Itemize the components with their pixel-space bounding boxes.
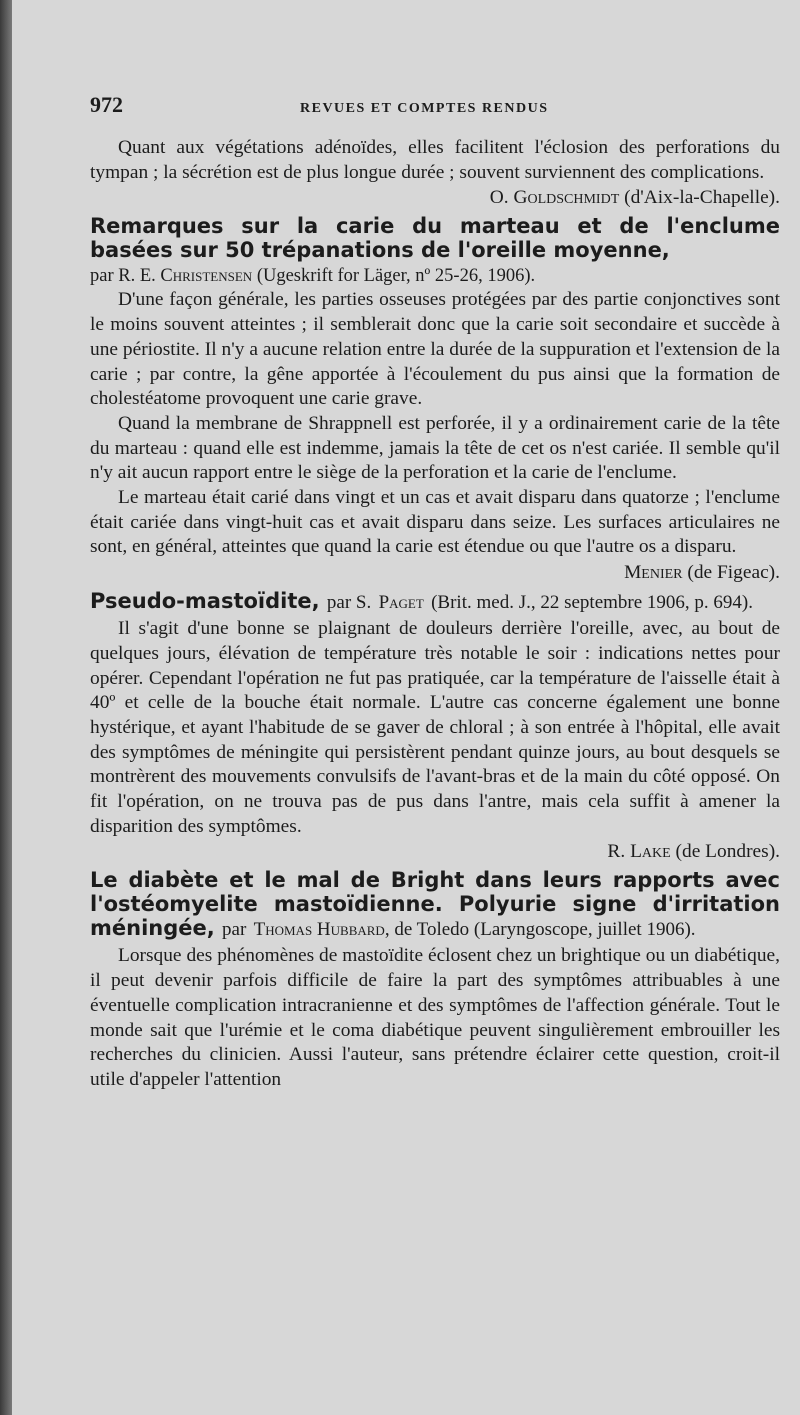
article-source: (Brit. med. J., 22 septembre 1906, p. 694). (431, 592, 754, 614)
page-gutter-shadow (0, 0, 12, 1415)
byline-par: par S. (326, 592, 372, 614)
article-byline (90, 264, 780, 288)
article-title (90, 589, 780, 615)
article-paragraph: Quand la membrane de Shrappnell est perforée, il y a ordinairement carie de la tête du marteau : quand elle est indemme, jamais la tête de cet os n'est cariée. Il semble qu'il n'y ait aucun rapport entre le siège de la perforation et la carie de l'enclume. (90, 412, 780, 484)
article-paragraph: Il s'agit d'une bonne se plaignant de douleurs derrière l'oreille, avec, au bout de quelques jours, élévation de température très notable le soir : indications nettes pour opérer. Cependant l'opération ne fut pas pratiquée, car la température de l'aisselle était à 40º et celle de la bouche était normale. L'autre cas concerne également une bonne hystérique, et ayant l'habitude de se gaver de chloral ; à son entrée à l'hôpital, elle avait des symptômes de méningite qui persistèrent pendant quinze jours, au bout desquels se montrèrent des mouvements convulsifs de l'avant-bras et de la main du côté opposé. On fit l'opération, on ne trouva pas de pus dans l'antre, mais cela suffit à amener la disparition des symptômes. (90, 618, 780, 837)
intro-section (90, 136, 780, 210)
signature-place: (de Figeac). (687, 562, 780, 584)
intro-paragraph: Quant aux végétations adénoïdes, elles facilitent l'éclosion des perforations du tympan ; la sécrétion est de plus longue durée ; souvent surviennent des complications. (90, 137, 780, 183)
signature-place: (d'Aix-la-Chapelle). (624, 187, 780, 209)
signature-initial: R. (607, 841, 626, 863)
author-initials: R. E. (118, 266, 156, 287)
running-head: REVUES ET COMPTES RENDUS (300, 101, 549, 116)
byline-par: par (222, 919, 247, 941)
article-signature (90, 839, 780, 864)
signature-name: Goldschmidt (513, 187, 620, 209)
signature-name: Lake (630, 841, 671, 863)
article-pseudo-mastoidite (90, 589, 780, 864)
article-source: (Ugeskrift for Läger, nº 25-26, 1906). (256, 266, 536, 287)
article-paragraph: D'une façon générale, les parties osseuses protégées par des partie conjonctives sont le moins souvent atteintes ; il semblerait donc que la carie soit secondaire et succède à une périostite. Il n'y a aucune relation entre la durée de la suppuration et l'extension de la carie ; par contre, la gêne apportée à l'écoulement du pus ainsi que la formation de cholestéatome provoquent une carie grave. (90, 289, 780, 410)
intro-signature (90, 185, 780, 210)
book-page (12, 0, 800, 1415)
author-name: Christensen (160, 266, 253, 287)
article-diabete-bright (90, 868, 780, 1092)
signature-place: (de Londres). (675, 841, 780, 863)
article-carie-marteau (90, 214, 780, 585)
article-title-text: Pseudo-mastoïdite, (90, 589, 320, 614)
article-paragraph: Lorsque des phénomènes de mastoïdite éclosent chez un brightique ou un diabétique, il peut devenir parfois difficile de faire la part des symptômes attribuables à une éventuelle complication intracranienne et des symptômes de l'affection générale. Tout le monde sait que l'urémie et le coma diabétique peuvent singulièrement embrouiller les recherches du clinicien. Aussi l'auteur, sans prétendre éclairer cette question, croit-il utile d'appeler l'attention (90, 945, 780, 1090)
article-signature (90, 560, 780, 585)
article-title: Remarques sur la carie du marteau et de l'enclume basées sur 50 trépanations de l'oreille moyenne, (90, 214, 780, 263)
author-name: Thomas Hubbard (253, 919, 385, 941)
byline-par: par (90, 266, 114, 287)
article-source: , de Toledo (Laryngoscope, juillet 1906). (384, 919, 696, 941)
article-title-text: Le diabète et le mal de Bright dans leurs rapports avec l'ostéomyelite mastoïdienne. Polyurie signe d'irritation méningée, (90, 868, 780, 941)
article-title (90, 868, 780, 942)
page-number: 972 (90, 92, 123, 117)
signature-name: Menier (624, 562, 683, 584)
article-paragraph: Le marteau était carié dans vingt et un cas et avait disparu dans quatorze ; l'enclume était cariée dans vingt-huit cas et avait disparu dans seize. Les surfaces articulaires ne sont, en général, atteintes que quand la carie est étendue ou que l'autre os a disparu. (90, 487, 780, 558)
page-content (90, 92, 780, 1097)
page-header (90, 92, 780, 136)
author-name: Paget (378, 592, 424, 614)
signature-initial: O. (489, 187, 509, 209)
